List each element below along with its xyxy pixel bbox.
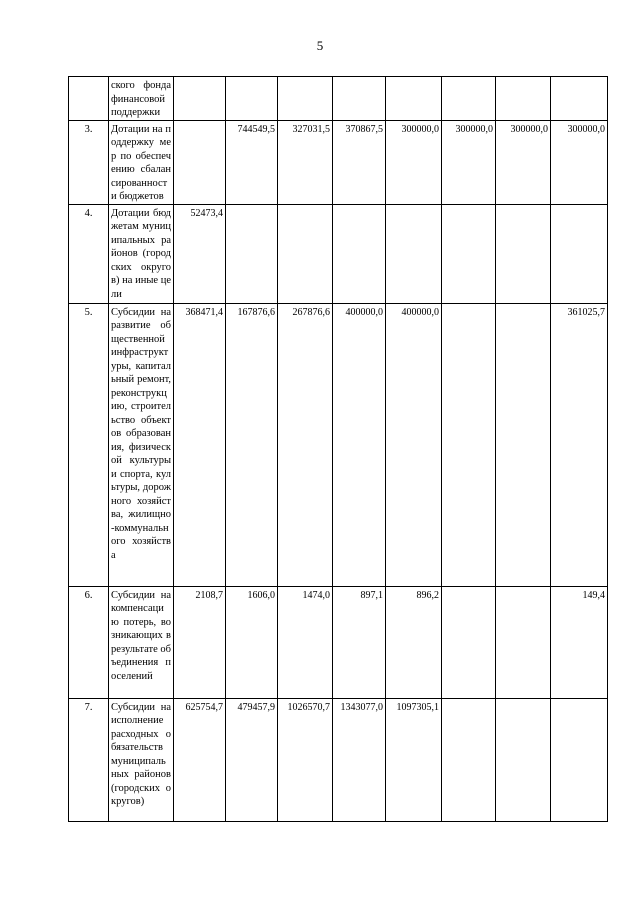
value-cell	[442, 77, 496, 121]
value-cell: 300000,0	[551, 120, 608, 204]
page-number: 5	[316, 38, 324, 53]
value-cell: 300000,0	[442, 120, 496, 204]
value-cell	[442, 303, 496, 586]
table-row	[69, 586, 608, 698]
row-description: Субсидии на развитие общественной инфраструктуры, капитальный ремонт, реконструкцию, строительство объектов образования, физической культуры и спорта, культуры, дорожного хозяйства, жилищно-коммунального хозяйства	[109, 303, 174, 586]
value-cell	[442, 698, 496, 821]
value-cell	[174, 77, 226, 121]
value-cell: 167876,6	[226, 303, 278, 586]
value-cell: 1474,0	[278, 586, 333, 698]
row-number: 7.	[69, 698, 109, 821]
value-cell	[278, 77, 333, 121]
value-cell: 400000,0	[386, 303, 442, 586]
value-cell: 1343077,0	[333, 698, 386, 821]
value-cell: 897,1	[333, 586, 386, 698]
value-cell: 300000,0	[496, 120, 551, 204]
value-cell: 370867,5	[333, 120, 386, 204]
value-cell	[386, 77, 442, 121]
table-row	[69, 204, 608, 303]
value-cell	[226, 204, 278, 303]
value-cell	[333, 77, 386, 121]
row-description: ского фонда финансовой поддержки	[109, 77, 174, 121]
value-cell: 2108,7	[174, 586, 226, 698]
value-cell: 327031,5	[278, 120, 333, 204]
value-cell	[174, 120, 226, 204]
value-cell	[551, 204, 608, 303]
value-cell: 479457,9	[226, 698, 278, 821]
value-cell	[551, 77, 608, 121]
value-cell	[496, 77, 551, 121]
value-cell: 267876,6	[278, 303, 333, 586]
row-number: 3.	[69, 120, 109, 204]
value-cell: 361025,7	[551, 303, 608, 586]
value-cell	[496, 586, 551, 698]
value-cell	[278, 204, 333, 303]
row-number	[69, 77, 109, 121]
value-cell	[442, 204, 496, 303]
budget-table	[68, 76, 608, 822]
value-cell	[333, 204, 386, 303]
table-row	[69, 698, 608, 821]
table-row	[69, 120, 608, 204]
table-row	[69, 77, 608, 121]
value-cell	[442, 586, 496, 698]
table-row	[69, 303, 608, 586]
value-cell: 1097305,1	[386, 698, 442, 821]
row-description: Дотации бюджетам муниципальных районов (городских округов) на иные цели	[109, 204, 174, 303]
value-cell	[551, 698, 608, 821]
value-cell	[496, 698, 551, 821]
value-cell: 625754,7	[174, 698, 226, 821]
value-cell: 300000,0	[386, 120, 442, 204]
value-cell: 744549,5	[226, 120, 278, 204]
value-cell: 1606,0	[226, 586, 278, 698]
value-cell: 400000,0	[333, 303, 386, 586]
value-cell	[496, 303, 551, 586]
value-cell: 1026570,7	[278, 698, 333, 821]
value-cell: 896,2	[386, 586, 442, 698]
value-cell: 52473,4	[174, 204, 226, 303]
value-cell: 149,4	[551, 586, 608, 698]
row-description: Субсидии на исполнение расходных обязательств муниципальных районов (городских округов)	[109, 698, 174, 821]
row-number: 4.	[69, 204, 109, 303]
value-cell: 368471,4	[174, 303, 226, 586]
value-cell	[386, 204, 442, 303]
row-description: Субсидии на компенсацию потерь, возникающих в результате объединения поселений	[109, 586, 174, 698]
value-cell	[226, 77, 278, 121]
row-description: Дотации на поддержку мер по обеспечению сбалансированности бюджетов	[109, 120, 174, 204]
row-number: 6.	[69, 586, 109, 698]
row-number: 5.	[69, 303, 109, 586]
value-cell	[496, 204, 551, 303]
